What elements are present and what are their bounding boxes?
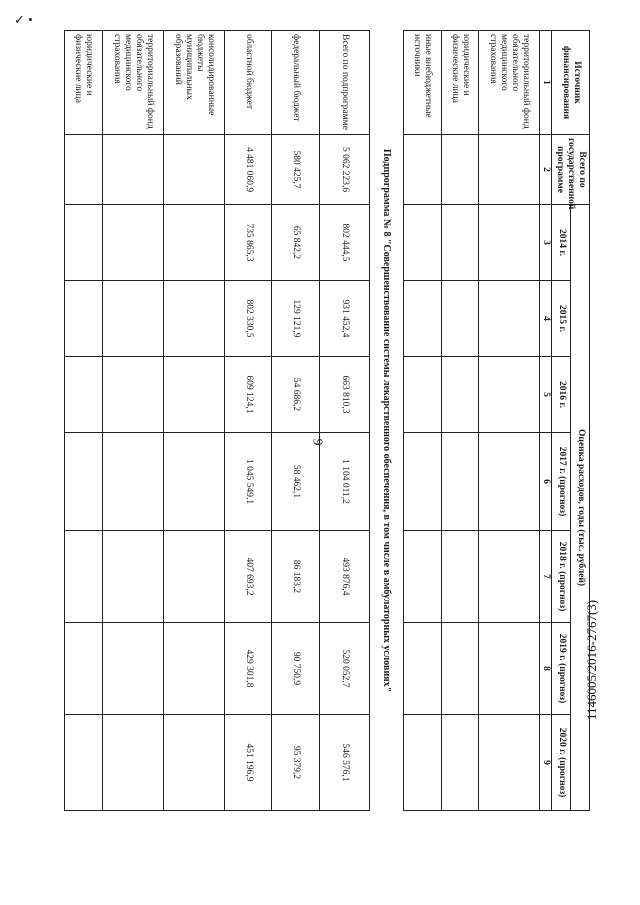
cell: 735 865,3 (224, 205, 272, 281)
source-label: юридические и физические лица (65, 31, 103, 135)
source-label: областной бюджет (224, 31, 272, 135)
cell (163, 433, 224, 531)
cell (163, 623, 224, 715)
cell (65, 715, 103, 811)
cell (404, 433, 442, 531)
cell (404, 205, 442, 281)
corner-marks: ✓ • (14, 12, 33, 27)
cell (404, 281, 442, 357)
column-index: 9 (540, 715, 552, 811)
source-label: территориальный фонд обязательного медицинского страхования (102, 31, 163, 135)
cell: 86 183,2 (272, 531, 320, 623)
cell: 493 876,4 (320, 531, 370, 623)
cell (404, 531, 442, 623)
column-index: 5 (540, 357, 552, 433)
header-year: 2014 г. (552, 205, 571, 281)
cell (441, 281, 479, 357)
column-index: 1 (540, 31, 552, 135)
source-label: консолидированные бюджеты муниципальных образований (163, 31, 224, 135)
table-row (404, 31, 442, 811)
cell: 407 693,2 (224, 531, 272, 623)
cell: 802 444,5 (320, 205, 370, 281)
cell (102, 715, 163, 811)
cell: 58 462,1 (272, 433, 320, 531)
cell (163, 715, 224, 811)
header-year: 2019 г. (прогноз) (552, 623, 571, 715)
table-row (102, 31, 163, 811)
cell: 65 842,2 (272, 205, 320, 281)
header-year: 2017 г. (прогноз) (552, 433, 571, 531)
cell: 95 379,2 (272, 715, 320, 811)
header-source: Источник финансирования (552, 31, 590, 135)
column-index: 3 (540, 205, 552, 281)
cell (441, 135, 479, 205)
cell (102, 281, 163, 357)
source-label: территориальный фонд обязательного медицинского страхования (479, 31, 540, 135)
source-label: федеральный бюджет (272, 31, 320, 135)
cell (163, 135, 224, 205)
cell (441, 357, 479, 433)
cell: 520 052,7 (320, 623, 370, 715)
cell (479, 135, 540, 205)
cell: 663 810,3 (320, 357, 370, 433)
source-label: юридические и физические лица (441, 31, 479, 135)
cell (65, 357, 103, 433)
cell: 4 481 060,9 (224, 135, 272, 205)
cell (65, 433, 103, 531)
cell (102, 433, 163, 531)
cell: 580 425,7 (272, 135, 320, 205)
cell (163, 531, 224, 623)
cell (479, 715, 540, 811)
cell (404, 623, 442, 715)
cell (65, 205, 103, 281)
table-row (272, 31, 320, 811)
header-year: 2016 г. (552, 357, 571, 433)
cell (102, 623, 163, 715)
cell (441, 531, 479, 623)
table-row (441, 31, 479, 811)
cell (102, 205, 163, 281)
cell (163, 281, 224, 357)
cell (441, 715, 479, 811)
cell: 1 104 011,2 (320, 433, 370, 531)
table-row (479, 31, 540, 811)
table-row (65, 31, 103, 811)
cell (479, 205, 540, 281)
subprogram-title-row (370, 31, 404, 811)
cell (479, 357, 540, 433)
cell: 5 062 223,6 (320, 135, 370, 205)
cell (102, 135, 163, 205)
cell (479, 531, 540, 623)
cell (479, 433, 540, 531)
table-row (320, 31, 370, 811)
header-year: 2018 г. (прогноз) (552, 531, 571, 623)
cell: 931 452,4 (320, 281, 370, 357)
cell: 546 576,1 (320, 715, 370, 811)
cell (479, 281, 540, 357)
header-year: 2015 г. (552, 281, 571, 357)
column-index: 7 (540, 531, 552, 623)
cell: 451 196,9 (224, 715, 272, 811)
cell: 54 686,2 (272, 357, 320, 433)
header-row-1 (571, 31, 590, 811)
table-row (163, 31, 224, 811)
cell (65, 623, 103, 715)
cell: 802 330,5 (224, 281, 272, 357)
source-label: Всего по подпрограмме (320, 31, 370, 135)
financing-table (64, 30, 590, 811)
cell (404, 715, 442, 811)
column-index: 4 (540, 281, 552, 357)
cell (441, 623, 479, 715)
cell (163, 205, 224, 281)
document-id: 1146005/2016-2767(3) (584, 599, 599, 720)
cell: 1 045 549,1 (224, 433, 272, 531)
source-label: иные внебюджетные источники (404, 31, 442, 135)
cell: 609 124,1 (224, 357, 272, 433)
cell (65, 281, 103, 357)
header-index-row (540, 31, 552, 811)
cell: 90 750,9 (272, 623, 320, 715)
header-year: 2020 г. (прогноз) (552, 715, 571, 811)
cell (404, 357, 442, 433)
header-estimate-group: Оценка расходов, годы (тыс. рублей) (571, 205, 590, 811)
rotated-table-sheet (70, 30, 590, 810)
cell (65, 531, 103, 623)
cell (102, 531, 163, 623)
cell (441, 205, 479, 281)
cell: 429 301,8 (224, 623, 272, 715)
cell (441, 433, 479, 531)
subprogram-title: Подпрограмма № 8 "Совершенствование системы лекарственного обеспечения, в том числе в амбулаторных условиях" (370, 31, 404, 811)
page-number: 9 (309, 438, 325, 446)
table-row (224, 31, 272, 811)
cell (404, 135, 442, 205)
column-index: 8 (540, 623, 552, 715)
column-index: 2 (540, 135, 552, 205)
header-total: Всего по государственной программе (552, 135, 590, 205)
cell: 129 121,9 (272, 281, 320, 357)
column-index: 6 (540, 433, 552, 531)
cell (479, 623, 540, 715)
cell (102, 357, 163, 433)
cell (163, 357, 224, 433)
cell (65, 135, 103, 205)
